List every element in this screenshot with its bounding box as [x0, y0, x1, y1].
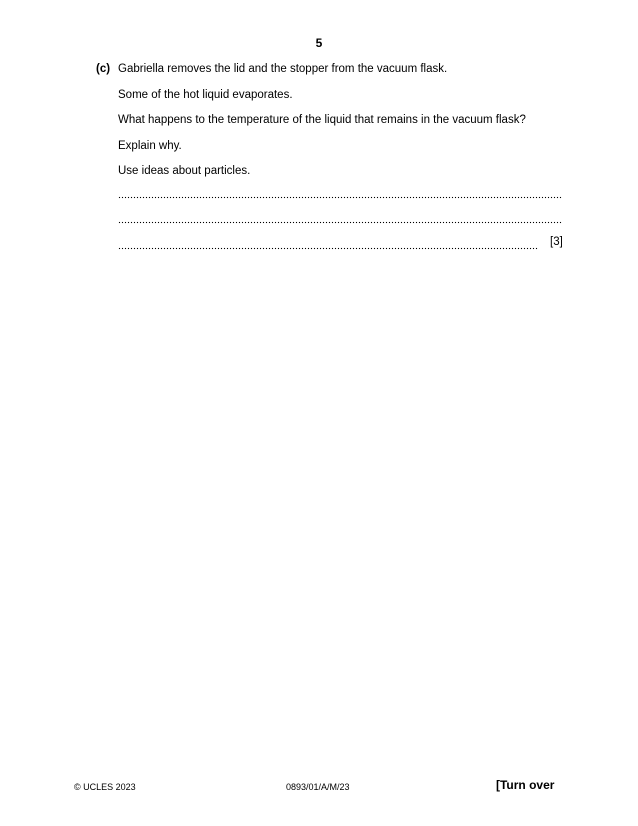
answer-line[interactable] — [118, 221, 562, 224]
marks-indicator: [3] — [550, 236, 563, 248]
question-prompt-line: What happens to the temperature of the liquid that remains in the vacuum flask? — [118, 114, 526, 126]
question-instruction-line: Use ideas about particles. — [118, 165, 251, 177]
answer-line[interactable] — [118, 196, 562, 199]
question-stem-line: Some of the hot liquid evaporates. — [118, 89, 293, 101]
question-part-label: (c) — [96, 63, 111, 75]
answer-line[interactable] — [118, 247, 538, 250]
question-instruction-line: Explain why. — [118, 140, 182, 152]
footer-copyright: © UCLES 2023 — [74, 782, 136, 792]
footer-turn-over: [Turn over — [496, 778, 555, 792]
footer-paper-code: 0893/01/A/M/23 — [286, 782, 350, 792]
page-number: 5 — [315, 36, 323, 50]
question-stem-line: Gabriella removes the lid and the stopper from the vacuum flask. — [118, 63, 448, 75]
